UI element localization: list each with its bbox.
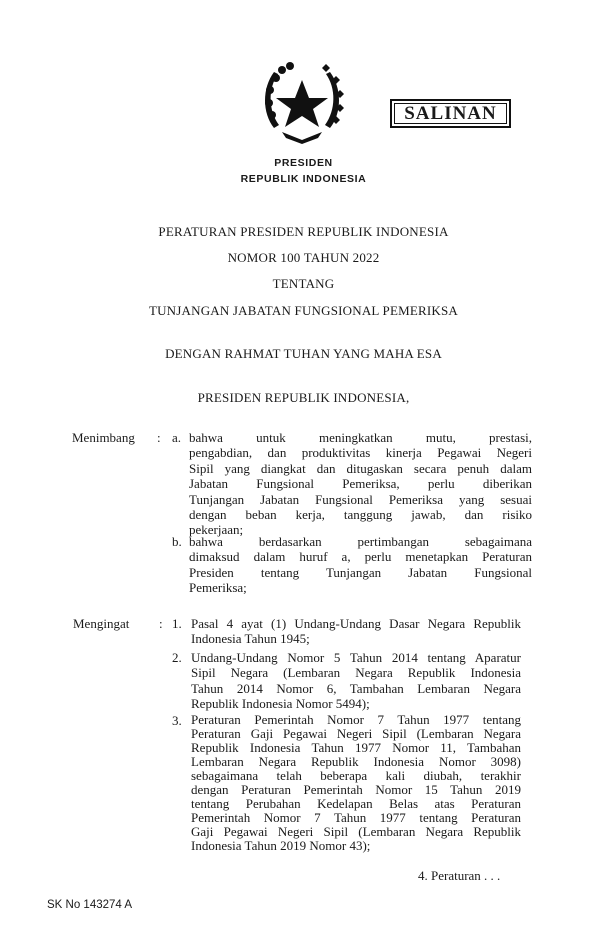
text-line: tentang Perubahan Kedelapan Belas atas Peraturan [191,796,521,811]
text-line: bahwa berdasarkan pertimbangan sebagaimana [189,534,532,549]
text-line: Pemerintah Nomor 7 Tahun 1977 tentang Peraturan [191,810,521,825]
text-line: Indonesia Tahun 2019 Nomor 43); [191,838,371,853]
list-marker: b. [172,534,182,549]
text-line: Lembaran Negara Republik Indonesia Nomor 3098) [191,754,521,769]
salinan-label: SALINAN [394,103,507,124]
text-line: Peraturan Pemerintah Nomor 7 Tahun 1977 tentang [191,712,521,727]
list-item [189,430,532,538]
preamble-line-2: PRESIDEN REPUBLIK INDONESIA, [197,390,410,405]
text-line: Pasal 4 ayat (1) Undang-Undang Dasar Negara Republik [191,616,521,631]
list-marker: 3. [172,713,182,728]
text-line: sebagaimana telah beberapa kali diubah, terakhir [191,768,521,783]
text-line: Indonesia Tahun 1945; [191,631,310,647]
list-item [191,650,521,712]
regulation-number: NOMOR 100 TAHUN 2022 [227,250,380,265]
text-line: Sipil Negara (Lembaran Negara Republik Indonesia [191,665,521,681]
salinan-stamp [390,99,511,128]
office-line-1: PRESIDEN [274,157,333,169]
text-line: dengan Peraturan Pemerintah Nomor 15 Tahun 2019 [191,782,521,797]
mengingat-colon: : [159,616,163,631]
garuda-emblem-icon [252,58,352,146]
list-marker: 2. [172,650,182,665]
regulation-tentang: TENTANG [272,276,335,291]
preamble-line-1: DENGAN RAHMAT TUHAN YANG MAHA ESA [165,346,442,361]
list-item [191,713,521,853]
office-line-2: REPUBLIK INDONESIA [240,173,367,185]
list-marker: 1. [172,616,182,631]
text-line: Gaji Pegawai Negeri Sipil (Lembaran Negara Republik [191,824,521,839]
footer-code: SK No 143274 A [47,899,133,911]
text-line: Peraturan Gaji Pegawai Negeri Sipil (Lembaran Negara [191,726,521,741]
text-line: Undang-Undang Nomor 5 Tahun 2014 tentang Aparatur [191,650,521,665]
text-line: dimaksud dalam huruf a, perlu menetapkan Peraturan [189,549,532,565]
list-marker: a. [172,430,182,445]
list-item [191,616,521,647]
text-line: pengabdian, dan produktivitas kinerja Pegawai Negeri [189,445,532,461]
text-line: Pemeriksa; [189,580,247,596]
text-line: bahwa untuk meningkatkan mutu, prestasi, [189,430,532,445]
regulation-subject: TUNJANGAN JABATAN FUNGSIONAL PEMERIKSA [148,303,459,318]
continuation-catchword: 4. Peraturan . . . [418,868,501,883]
text-line: Republik Indonesia Tahun 1977 Nomor 11, Tambahan [191,740,521,755]
text-line: Presiden tentang Tunjangan Jabatan Fungsional [189,564,532,580]
menimbang-label: Menimbang [72,430,135,445]
mengingat-label: Mengingat [73,616,130,631]
menimbang-colon: : [157,430,161,445]
text-line: Sipil yang diangkat dan ditugaskan secara penuh dalam [189,460,532,476]
text-line: pekerjaan; [189,522,244,538]
text-line: Jabatan Fungsional Pemeriksa, perlu diberikan [189,476,532,492]
list-item [189,534,532,596]
text-line: Tahun 2014 Nomor 6, Tambahan Lembaran Negara [191,680,521,696]
text-line: dengan beban kerja, tanggung jawab, dan risiko [189,506,532,522]
text-line: Republik Indonesia Nomor 5494); [191,696,370,712]
regulation-title: PERATURAN PRESIDEN REPUBLIK INDONESIA [158,224,449,239]
text-line: Tunjangan Jabatan Fungsional Pemeriksa yang sesuai [189,491,532,507]
